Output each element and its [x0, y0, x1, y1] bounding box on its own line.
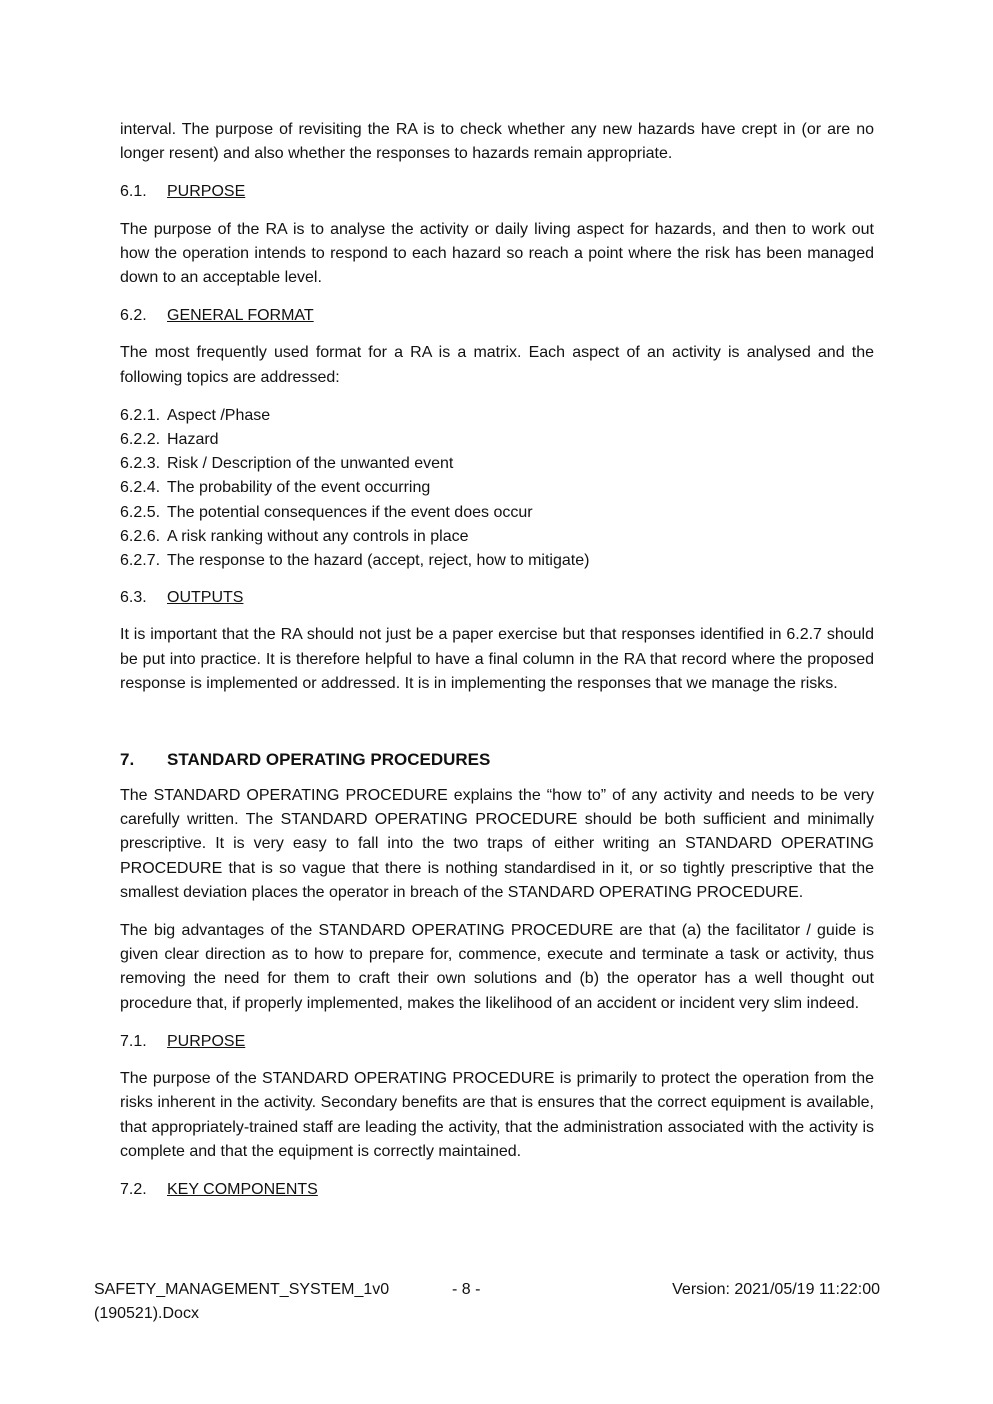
subheading-title: PURPOSE	[167, 1032, 246, 1050]
subheading-title: PURPOSE	[167, 183, 246, 201]
list-item-number: 6.2.7.	[120, 552, 161, 570]
topics-list	[120, 404, 874, 573]
subheading-6-3	[120, 586, 874, 610]
subheading-number: 6.3.	[120, 589, 147, 607]
paragraph-7-intro-2: The big advantages of the STANDARD OPERATING PROCEDURE are that (a) the facilitator / guide is given clear direction as to how to prepare for, commence, execute and terminate a task or activity, thus removing the need for them to craft their own solutions and (b) the operator has a well thought out procedure that, if properly implemented, makes the likelihood of an accident or incident very slim indeed.	[120, 922, 874, 1012]
document-page	[120, 118, 874, 1215]
section-number: 7.	[120, 750, 135, 770]
list-item	[120, 525, 874, 549]
subheading-number: 7.1.	[120, 1032, 147, 1050]
footer-version: Version: 2021/05/19 11:22:00	[672, 1281, 880, 1298]
footer-filename	[94, 1278, 394, 1326]
subheading-title: GENERAL FORMAT	[167, 307, 314, 325]
list-item	[120, 452, 874, 476]
section-heading-7	[120, 748, 874, 772]
subheading-6-1	[120, 180, 874, 204]
footer-filename-line2: (190521).Docx	[94, 1305, 199, 1322]
list-item	[120, 476, 874, 500]
subheading-title: OUTPUTS	[167, 589, 244, 607]
footer-page-number: - 8 -	[452, 1281, 481, 1298]
list-item	[120, 404, 874, 428]
list-item-number: 6.2.1.	[120, 406, 161, 424]
subheading-7-1	[120, 1030, 874, 1054]
subheading-title: KEY COMPONENTS	[167, 1180, 318, 1198]
list-item-text: The probability of the event occurring	[167, 479, 431, 497]
list-item-text: Risk / Description of the unwanted event	[167, 455, 454, 473]
list-item	[120, 501, 874, 525]
subheading-number: 7.2.	[120, 1180, 147, 1198]
subheading-7-2	[120, 1178, 874, 1202]
intro-paragraph: interval. The purpose of revisiting the RA is to check whether any new hazards have crept in (or are no longer resent) and also whether the responses to hazards remain appropriate.	[120, 121, 874, 163]
paragraph-6-1: The purpose of the RA is to analyse the activity or daily living aspect for hazards, and then to work out how the operation intends to respond to each hazard so reach a point where the risk has been managed down to an acceptable level.	[120, 220, 874, 287]
section-title: STANDARD OPERATING PROCEDURES	[167, 750, 491, 770]
list-item-number: 6.2.6.	[120, 527, 161, 545]
subheading-number: 6.1.	[120, 183, 147, 201]
list-item-text: The response to the hazard (accept, reject, how to mitigate)	[167, 552, 590, 570]
footer-filename-line1: SAFETY_MANAGEMENT_SYSTEM_1v0	[94, 1281, 390, 1298]
subheading-6-2	[120, 304, 874, 328]
paragraph-6-2: The most frequently used format for a RA is a matrix. Each aspect of an activity is analysed and the following topics are addressed:	[120, 344, 874, 386]
list-item-text: Hazard	[167, 431, 219, 449]
paragraph-7-intro-1: The STANDARD OPERATING PROCEDURE explains the “how to” of any activity and needs to be very carefully written. The STANDARD OPERATING PROCEDURE should be both sufficient and minimally prescriptive. It is very easy to fall into the two traps of either writing an STANDARD OPERATING PROCEDURE that is so vague that there is nothing standardised in it, or so tightly prescriptive that the smallest deviation places the operator in breach of the STANDARD OPERATING PROCEDURE.	[120, 787, 874, 901]
list-item-number: 6.2.2.	[120, 431, 161, 449]
list-item-number: 6.2.5.	[120, 503, 161, 521]
subheading-number: 6.2.	[120, 307, 147, 325]
list-item-text: The potential consequences if the event does occur	[167, 503, 533, 521]
list-item-number: 6.2.3.	[120, 455, 161, 473]
list-item-number: 6.2.4.	[120, 479, 161, 497]
list-item	[120, 549, 874, 573]
page-footer	[94, 1278, 880, 1326]
paragraph-7-1: The purpose of the STANDARD OPERATING PROCEDURE is primarily to protect the operation from the risks inherent in the activity. Secondary benefits are that is ensures that the correct equipment is available, that appropriately-trained staff are leading the activity, that the administration associated with the activity is complete and that the equipment is correctly maintained.	[120, 1070, 874, 1160]
list-item	[120, 428, 874, 452]
list-item-text: Aspect /Phase	[167, 406, 271, 424]
list-item-text: A risk ranking without any controls in place	[167, 527, 469, 545]
paragraph-6-3: It is important that the RA should not just be a paper exercise but that responses identified in 6.2.7 should be put into practice. It is therefore helpful to have a final column in the RA that record where the proposed response is implemented or addressed. It is in implementing the responses that we manage the risks.	[120, 626, 874, 692]
